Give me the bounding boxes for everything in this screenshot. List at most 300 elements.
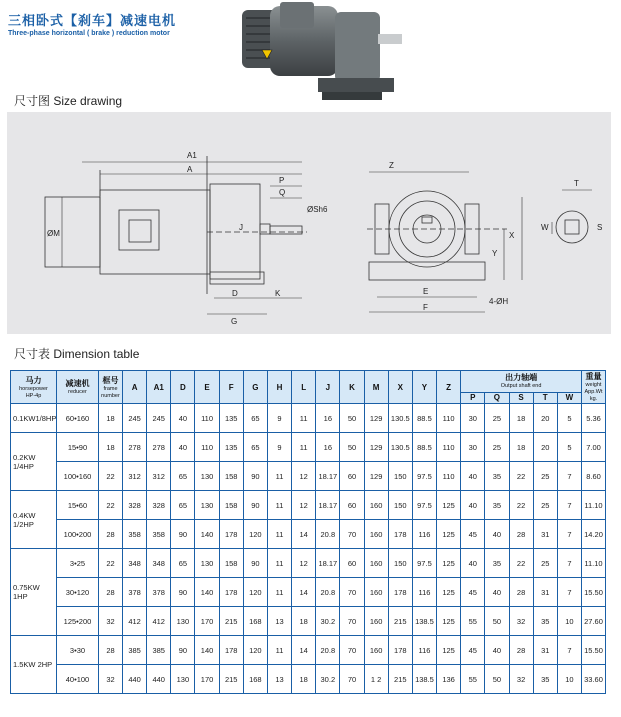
table-cell: 170 [195,607,219,636]
table-cell: 16 [316,404,340,433]
table-cell: 28 [99,520,123,549]
table-cell: 32 [509,665,533,694]
table-cell: 28 [509,520,533,549]
table-cell: 328 [147,491,171,520]
table-cell: 22 [99,491,123,520]
table-cell: 25 [533,549,557,578]
table-cell: 40 [171,433,195,462]
table-cell: 358 [123,520,147,549]
table-cell: 50 [340,433,364,462]
table-cell: 9 [267,433,291,462]
table-row [11,636,606,665]
table-cell: 28 [99,578,123,607]
table-cell: 129 [364,462,388,491]
table-cell: 18 [292,607,316,636]
table-cell: 18 [99,404,123,433]
table-cell: 30•120 [57,578,99,607]
col-header-D: D [171,371,195,404]
table-cell: 11 [267,549,291,578]
table-cell: 22 [509,549,533,578]
table-cell: 18 [292,665,316,694]
dim-D: D [232,289,238,298]
table-cell: 125 [437,578,461,607]
table-cell: 140 [195,636,219,665]
table-cell: 50 [485,665,509,694]
table-cell: 215 [219,665,243,694]
table-cell: 11.10 [582,491,606,520]
table-cell: 215 [219,607,243,636]
table-cell: 14.20 [582,520,606,549]
table-cell: 65 [171,491,195,520]
table-cell: 130.5 [388,404,412,433]
table-cell: 160 [364,636,388,665]
table-cell: 158 [219,491,243,520]
table-cell: 178 [219,578,243,607]
table-cell: 5 [557,433,581,462]
header-row [11,371,606,393]
table-cell: 70 [340,636,364,665]
technical-drawing [7,112,611,334]
shaft-col-header-T: T [533,392,557,403]
table-cell: 18.17 [316,491,340,520]
col-header-Z: Z [437,371,461,404]
table-row [11,462,606,491]
table-cell: 129 [364,404,388,433]
table-cell: 65 [243,404,267,433]
hp-cell: 0.75KW 1HP [11,549,57,636]
table-cell: 135 [219,433,243,462]
table-cell: 158 [219,462,243,491]
table-cell: 160 [364,578,388,607]
table-cell: 130 [195,491,219,520]
table-cell: 27.60 [582,607,606,636]
table-cell: 12 [292,491,316,520]
table-cell: 158 [219,549,243,578]
dim-A: A [187,165,193,174]
table-cell: 90 [243,462,267,491]
table-cell: 22 [509,491,533,520]
table-cell: 378 [147,578,171,607]
table-cell: 178 [219,636,243,665]
table-cell: 160 [364,549,388,578]
size-drawing [7,112,611,334]
table-cell: 18 [99,433,123,462]
table-cell: 120 [243,520,267,549]
table-cell: 30 [461,433,485,462]
table-cell: 178 [388,520,412,549]
table-cell: 130 [195,462,219,491]
table-cell: 130 [171,607,195,636]
table-cell: 22 [99,462,123,491]
table-cell: 11 [267,520,291,549]
table-cell: 130 [195,549,219,578]
table-cell: 11 [267,491,291,520]
table-cell: 385 [147,636,171,665]
table-cell: 40 [485,578,509,607]
table-cell: 28 [509,578,533,607]
col-header-H: H [267,371,291,404]
table-row [11,491,606,520]
table-cell: 215 [388,607,412,636]
table-cell: 130 [171,665,195,694]
table-cell: 18.17 [316,462,340,491]
table-cell: 60 [340,462,364,491]
table-cell: 35 [485,462,509,491]
motor-photo [240,0,410,105]
table-row [11,520,606,549]
table-cell: 25 [533,491,557,520]
table-cell: 33.60 [582,665,606,694]
table-cell: 90 [243,549,267,578]
reducer-header [57,371,99,404]
table-cell: 28 [99,636,123,665]
dim-J: J [239,223,243,232]
reducer-header-en: reducer [68,389,87,395]
dimension-table [10,370,606,694]
col-header-A1: A1 [147,371,171,404]
table-cell: 125 [437,520,461,549]
table-cell: 120 [243,578,267,607]
table-cell: 150 [388,462,412,491]
table-cell: 31 [533,520,557,549]
shaft-header-en: Output shaft end [500,383,542,390]
table-row [11,433,606,462]
col-header-Y: Y [412,371,436,404]
table-body [11,404,606,694]
table-cell: 11 [267,636,291,665]
reducer-header-cn: 减速机 [65,379,90,388]
table-cell: 130.5 [388,433,412,462]
table-cell: 168 [243,607,267,636]
table-cell: 245 [123,404,147,433]
table-cell: 18.17 [316,549,340,578]
hp-cell: 1.5KW 2HP [11,636,57,694]
table-cell: 65 [171,549,195,578]
table-cell: 140 [195,520,219,549]
title-cn: 三相卧式【刹车】减速电机 [8,13,177,28]
col-header-G: G [243,371,267,404]
table-cell: 35 [485,549,509,578]
table-cell: 25 [533,462,557,491]
table-cell: 215 [388,665,412,694]
table-cell: 11 [267,462,291,491]
table-cell: 278 [147,433,171,462]
table-cell: 13 [267,665,291,694]
table-cell: 40•100 [57,665,99,694]
dim-A1: A1 [187,151,197,160]
table-cell: 70 [340,578,364,607]
table-cell: 378 [123,578,147,607]
table-cell: 65 [171,462,195,491]
table-cell: 312 [147,462,171,491]
table-cell: 90 [171,578,195,607]
table-cell: 125 [437,491,461,520]
table-cell: 50 [340,404,364,433]
table-cell: 160 [364,520,388,549]
shaft-header [461,371,582,393]
table-cell: 7 [557,462,581,491]
table-cell: 35 [485,491,509,520]
dim-Y: Y [492,249,498,258]
table-cell: 88.5 [412,433,436,462]
table-cell: 40 [461,462,485,491]
table-cell: 65 [243,433,267,462]
table-cell: 125•200 [57,607,99,636]
frame-header [99,371,123,404]
table-cell: 412 [147,607,171,636]
table-cell: 45 [461,520,485,549]
table-cell: 170 [195,665,219,694]
table-cell: 100•160 [57,462,99,491]
table-cell: 11 [292,433,316,462]
weight-header-cn: 重量 [585,372,602,381]
table-cell: 20 [533,404,557,433]
table-cell: 25 [485,404,509,433]
table-cell: 116 [412,636,436,665]
hp-header-en2: HP-4p [25,392,42,399]
table-cell: 7.00 [582,433,606,462]
col-header-M: M [364,371,388,404]
hp-header-cn: 马力 [25,375,42,385]
dim-X: X [509,231,515,240]
dim-K: K [275,289,281,298]
table-cell: 7 [557,520,581,549]
shaft-col-header-Q: Q [485,392,509,403]
table-cell: 70 [340,665,364,694]
table-cell: 28 [509,636,533,665]
table-cell: 12 [292,549,316,578]
table-cell: 3•30 [57,636,99,665]
dim-Z: Z [389,161,394,170]
table-cell: 30.2 [316,665,340,694]
shaft-header-cn: 出力轴端 [505,373,538,383]
table-row [11,549,606,578]
table-cell: 90 [171,520,195,549]
table-cell: 12 [292,462,316,491]
table-cell: 40 [171,404,195,433]
table-cell: 110 [437,404,461,433]
table-cell: 15.50 [582,636,606,665]
shaft-col-header-S: S [509,392,533,403]
table-cell: 11.10 [582,549,606,578]
table-cell: 14 [292,520,316,549]
table-cell: 60 [340,491,364,520]
table-cell: 20.8 [316,578,340,607]
table-cell: 9 [267,404,291,433]
dim-H: 4-ØH [489,297,509,306]
table-cell: 328 [123,491,147,520]
dim-Q: Q [279,188,286,197]
table-cell: 5 [557,404,581,433]
table-cell: 45 [461,578,485,607]
table-cell: 40 [485,520,509,549]
table-cell: 16 [316,433,340,462]
frame-header-cn: 框号 [102,375,119,385]
table-cell: 30 [461,404,485,433]
table-cell: 20 [533,433,557,462]
table-cell: 20.8 [316,636,340,665]
table-cell: 110 [437,433,461,462]
table-cell: 312 [123,462,147,491]
table-cell: 40 [461,549,485,578]
table-cell: 178 [388,578,412,607]
table-cell: 60 [340,549,364,578]
table-cell: 25 [485,433,509,462]
table-cell: 90 [243,491,267,520]
table-cell: 97.5 [412,549,436,578]
table-row [11,578,606,607]
hp-header [11,371,57,404]
dim-Sh6: ØSh6 [307,205,328,214]
table-cell: 7 [557,491,581,520]
table-cell: 150 [388,491,412,520]
table-cell: 10 [557,607,581,636]
table-cell: 45 [461,636,485,665]
table-cell: 11 [267,578,291,607]
table-header [11,371,606,404]
hp-cell: 0.1KW1/8HP [11,404,57,433]
table-cell: 1 2 [364,665,388,694]
table-cell: 5.36 [582,404,606,433]
table-cell: 7 [557,549,581,578]
col-header-K: K [340,371,364,404]
table-cell: 35 [533,665,557,694]
table-cell: 14 [292,636,316,665]
table-cell: 348 [147,549,171,578]
table-cell: 90 [171,636,195,665]
dim-P: P [279,176,285,185]
table-cell: 15•60 [57,491,99,520]
table-cell: 8.60 [582,462,606,491]
dim-M: ØM [47,229,60,238]
col-header-X: X [388,371,412,404]
table-cell: 129 [364,433,388,462]
table-cell: 97.5 [412,462,436,491]
table-cell: 138.5 [412,607,436,636]
weight-header-en: weight App.Wt kg. [584,382,603,402]
table-cell: 32 [99,607,123,636]
title-en: Three-phase horizontal ( brake ) reduction motor [8,30,170,37]
table-row [11,665,606,694]
table-cell: 3•25 [57,549,99,578]
table-cell: 15•90 [57,433,99,462]
table-cell: 136 [437,665,461,694]
table-cell: 22 [509,462,533,491]
table-cell: 125 [437,549,461,578]
table-cell: 40 [461,491,485,520]
page-header [8,10,176,37]
dim-F: F [423,303,428,312]
table-cell: 110 [195,404,219,433]
col-header-E: E [195,371,219,404]
table-cell: 138.5 [412,665,436,694]
table-cell: 55 [461,607,485,636]
table-cell: 178 [219,520,243,549]
table-cell: 440 [147,665,171,694]
table-cell: 120 [243,636,267,665]
dim-G: G [231,317,238,326]
table-cell: 178 [388,636,412,665]
table-cell: 160 [364,607,388,636]
frame-header-en: frame number [101,385,120,399]
weight-header [582,371,606,404]
table-cell: 7 [557,636,581,665]
table-cell: 168 [243,665,267,694]
table-cell: 348 [123,549,147,578]
table-cell: 40 [485,636,509,665]
table-cell: 70 [340,607,364,636]
table-cell: 358 [147,520,171,549]
table-cell: 32 [509,607,533,636]
table-cell: 50 [485,607,509,636]
table-cell: 110 [195,433,219,462]
table-cell: 14 [292,578,316,607]
table-cell: 35 [533,607,557,636]
table-cell: 32 [99,665,123,694]
hp-cell: 0.4KW 1/2HP [11,491,57,549]
dim-S: S [597,223,603,232]
size-drawing-heading: 尺寸图 Size drawing [14,94,123,108]
table-cell: 18 [509,433,533,462]
table-cell: 30.2 [316,607,340,636]
table-row [11,607,606,636]
table-cell: 385 [123,636,147,665]
table-cell: 20.8 [316,520,340,549]
table-cell: 125 [437,607,461,636]
table-cell: 18 [509,404,533,433]
table-cell: 160 [364,491,388,520]
table-cell: 60•160 [57,404,99,433]
table-cell: 150 [388,549,412,578]
dim-W: W [541,223,549,232]
hp-header-en: horsepower [19,385,48,392]
table-cell: 140 [195,578,219,607]
table-cell: 88.5 [412,404,436,433]
shaft-col-header-P: P [461,392,485,403]
table-cell: 100•200 [57,520,99,549]
col-header-F: F [219,371,243,404]
table-cell: 440 [123,665,147,694]
table-cell: 7 [557,578,581,607]
table-cell: 110 [437,462,461,491]
table-row [11,404,606,433]
table-cell: 13 [267,607,291,636]
table-cell: 412 [123,607,147,636]
table-cell: 31 [533,578,557,607]
col-header-J: J [316,371,340,404]
shaft-col-header-W: W [557,392,581,403]
table-cell: 15.50 [582,578,606,607]
dimension-table-heading: 尺寸表 Dimension table [14,347,140,361]
table-cell: 10 [557,665,581,694]
table-cell: 125 [437,636,461,665]
table-cell: 116 [412,520,436,549]
table-cell: 11 [292,404,316,433]
table-cell: 135 [219,404,243,433]
col-header-L: L [292,371,316,404]
hp-cell: 0.2KW 1/4HP [11,433,57,491]
table-cell: 31 [533,636,557,665]
table-cell: 97.5 [412,491,436,520]
table-cell: 278 [123,433,147,462]
table-cell: 245 [147,404,171,433]
table-cell: 116 [412,578,436,607]
dim-T: T [574,179,579,188]
dim-E: E [423,287,429,296]
table-cell: 55 [461,665,485,694]
col-header-A: A [123,371,147,404]
table-cell: 22 [99,549,123,578]
